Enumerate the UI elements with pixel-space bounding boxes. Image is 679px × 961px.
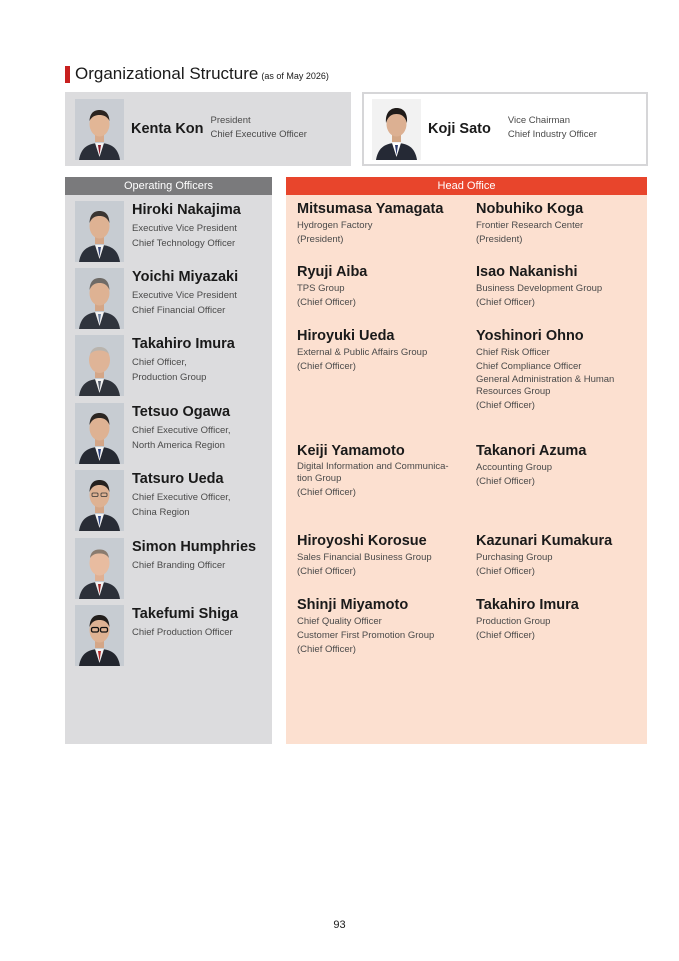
page-title: Organizational Structure — [75, 64, 259, 83]
entry-line: TPS Group — [297, 283, 345, 294]
entry-line: (Chief Officer) — [297, 487, 356, 498]
officer-title-line: China Region — [132, 507, 190, 518]
executive-title-line: Vice Chairman — [507, 115, 570, 126]
portrait-photo — [75, 403, 124, 464]
entry-line: Chief Compliance Officer — [476, 361, 582, 372]
executive-titles — [211, 114, 307, 142]
head-office-entry — [476, 443, 646, 488]
executive-title-line: Chief Executive Officer — [210, 129, 307, 140]
entry-name: Yoshinori Ohno — [476, 328, 584, 344]
entry-line: (Chief Officer) — [297, 566, 356, 577]
head-office-column — [286, 177, 647, 744]
officer-title-line: Chief Executive Officer, — [132, 425, 231, 436]
entry-line: Purchasing Group — [476, 552, 553, 563]
entry-name: Hiroyuki Ueda — [297, 328, 395, 344]
entry-name: Shinji Miyamoto — [297, 597, 409, 613]
officer-card — [65, 605, 272, 667]
entry-line: (Chief Officer) — [297, 361, 356, 372]
officer-title-line: Chief Technology Officer — [132, 238, 236, 249]
head-office-entry — [476, 201, 646, 246]
entry-name: Ryuji Aiba — [297, 264, 368, 280]
executive-card-vice-chairman — [362, 92, 648, 166]
entry-line: Digital Information and Communica-tion Group — [297, 461, 449, 484]
officer-titles — [132, 625, 233, 640]
entry-name: Takahiro Imura — [476, 597, 579, 613]
officer-titles — [132, 355, 206, 385]
entry-line: (Chief Officer) — [297, 297, 356, 308]
head-office-entry — [476, 597, 646, 642]
entry-line: (Chief Officer) — [297, 644, 356, 655]
executive-name: Koji Sato — [428, 121, 491, 137]
executive-name: Kenta Kon — [131, 121, 204, 137]
entry-line: (President) — [476, 234, 523, 245]
entry-name: Nobuhiko Koga — [476, 201, 584, 217]
entry-line: Customer First Promotion Group — [297, 630, 435, 641]
entry-line: (Chief Officer) — [476, 476, 535, 487]
officer-title-line: Chief Financial Officer — [132, 305, 226, 316]
entry-name: Isao Nakanishi — [476, 264, 578, 280]
officer-title-line: Executive Vice President — [132, 290, 237, 301]
officer-title-line: Chief Executive Officer, — [132, 492, 231, 503]
entry-line: (Chief Officer) — [476, 297, 535, 308]
head-office-entry — [297, 264, 467, 309]
portrait-photo — [75, 605, 124, 666]
entry-line: (Chief Officer) — [476, 566, 535, 577]
officer-title-line: Chief Officer, — [132, 357, 187, 368]
entry-line: Business Development Group — [476, 283, 603, 294]
executive-titles — [508, 114, 597, 142]
head-office-entry — [476, 533, 646, 578]
entry-name: Hiroyoshi Korosue — [297, 533, 427, 549]
officer-name: Takefumi Shiga — [132, 606, 239, 622]
officer-titles — [132, 423, 231, 453]
entry-name: Keiji Yamamoto — [297, 443, 405, 459]
portrait-photo — [75, 470, 124, 531]
portrait-photo — [372, 99, 421, 160]
entry-line: (Chief Officer) — [476, 630, 535, 641]
entry-line: (President) — [297, 234, 344, 245]
entry-line: Sales Financial Business Group — [297, 552, 432, 563]
entry-name: Mitsumasa Yamagata — [297, 201, 444, 217]
entry-line: Accounting Group — [476, 462, 553, 473]
officer-name: Simon Humphries — [132, 539, 257, 555]
entry-name: Takanori Azuma — [476, 443, 587, 459]
officer-card — [65, 335, 272, 397]
head-office-entry — [476, 328, 636, 412]
operating-officers-heading: Operating Officers — [65, 177, 272, 195]
entry-line: General Administration & Human Resources Group — [476, 374, 615, 397]
entry-line: Hydrogen Factory — [297, 220, 373, 231]
officer-card — [65, 201, 272, 263]
officer-titles — [132, 288, 237, 318]
officer-card — [65, 470, 272, 532]
officer-name: Yoichi Miyazaki — [132, 269, 239, 285]
head-office-entry — [297, 533, 467, 578]
executive-title-line: President — [210, 115, 251, 126]
officer-title-line: Chief Production Officer — [132, 627, 233, 638]
officer-name: Hiroki Nakajima — [132, 202, 241, 218]
page-subtitle: (as of May 2026) — [261, 71, 329, 81]
head-office-heading: Head Office — [286, 177, 647, 195]
officer-titles — [132, 558, 225, 573]
entry-line: (Chief Officer) — [476, 400, 535, 411]
title-accent-bar — [65, 66, 70, 83]
head-office-entry — [476, 264, 646, 309]
officer-title-line: Production Group — [132, 372, 207, 383]
page-title-row — [65, 64, 329, 84]
portrait-photo — [75, 335, 124, 396]
entry-line: External & Public Affairs Group — [297, 347, 428, 358]
head-office-entry — [297, 201, 467, 246]
executive-card-president — [65, 92, 351, 166]
officer-titles — [132, 490, 231, 520]
entry-line: Production Group — [476, 616, 551, 627]
officer-title-line: North America Region — [132, 440, 225, 451]
entry-line: Chief Risk Officer — [476, 347, 550, 358]
officer-name: Tetsuo Ogawa — [132, 404, 231, 420]
head-office-entry — [297, 443, 463, 499]
officer-card — [65, 538, 272, 600]
officer-card — [65, 268, 272, 330]
head-office-entry — [297, 597, 467, 656]
page-number: 93 — [333, 919, 346, 931]
officer-name: Tatsuro Ueda — [132, 471, 224, 487]
entry-line: Chief Quality Officer — [297, 616, 382, 627]
portrait-photo — [75, 201, 124, 262]
officer-card — [65, 403, 272, 465]
executive-title-line: Chief Industry Officer — [507, 129, 597, 140]
operating-officers-column — [65, 177, 272, 744]
portrait-photo — [75, 268, 124, 329]
officer-name: Takahiro Imura — [132, 336, 235, 352]
entry-line: Frontier Research Center — [476, 220, 584, 231]
head-office-entry — [297, 328, 467, 373]
portrait-photo — [75, 99, 124, 160]
officer-title-line: Chief Branding Officer — [132, 560, 226, 571]
officer-title-line: Executive Vice President — [132, 223, 237, 234]
entry-name: Kazunari Kumakura — [476, 533, 613, 549]
portrait-photo — [75, 538, 124, 599]
officer-titles — [132, 221, 237, 251]
